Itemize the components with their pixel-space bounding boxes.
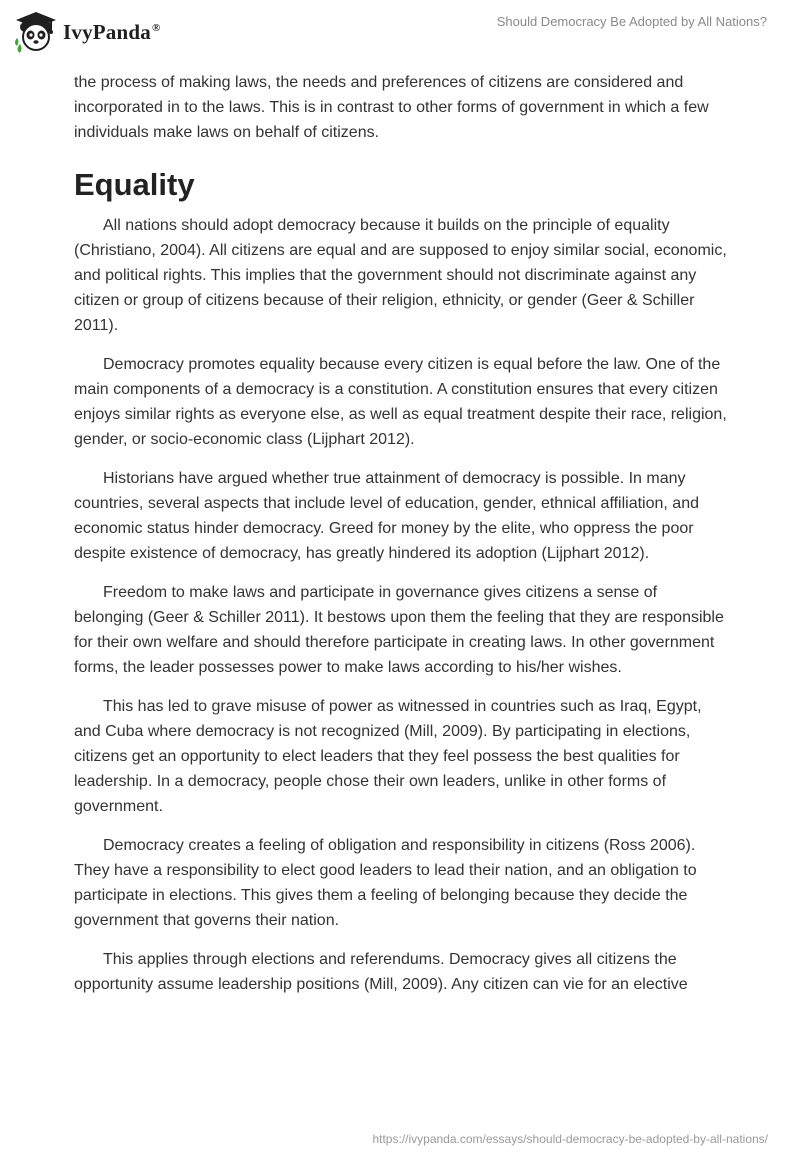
source-url[interactable]: https://ivypanda.com/essays/should-democracy-be-adopted-by-all-nations/ [372,1132,768,1146]
body-paragraph: All nations should adopt democracy because it builds on the principle of equality (Christiano, 2004). All citizens are equal and are supposed to enjoy similar social, economic, and political rights. This implies that the government should not discriminate against any citizen or group of citizens because of their religion, ethnicity, or gender (Geer & Schiller 2011). [74,217,727,334]
ivypanda-logo[interactable] [14,10,160,54]
body-paragraph: Democracy promotes equality because every citizen is equal before the law. One of the main components of a democracy is a constitution. A constitution ensures that every citizen enjoys similar rights as everyone else, as well as equal treatment despite their race, religion, gender, or socio-economic class (Lijphart 2012). [74,356,727,448]
section-heading: Equality [74,167,195,202]
document-title: Should Democracy Be Adopted by All Nations? [496,14,767,29]
page-header [0,0,800,64]
panda-graduate-icon [14,10,58,54]
essay-content [74,70,728,997]
intro-paragraph: the process of making laws, the needs and preferences of citizens are considered and incorporated in to the laws. This is in contrast to other forms of government in which a few individuals make laws on behalf of citizens. [74,74,709,141]
logo-wordmark: IvyPanda® [63,19,161,44]
body-paragraph: Democracy creates a feeling of obligation and responsibility in citizens (Ross 2006). They have a responsibility to elect good leaders to lead their nation, and an obligation to participate in elections. This gives them a feeling of belonging because they decide the government that governs their nation. [74,837,697,929]
body-paragraph: Historians have argued whether true attainment of democracy is possible. In many countries, several aspects that include level of education, gender, ethnical affiliation, and economic status hinder democracy. Greed for money by the elite, who oppress the poor despite existence of democracy, has greatly hindered its adoption (Lijphart 2012). [74,470,699,562]
body-paragraph: This has led to grave misuse of power as witnessed in countries such as Iraq, Egypt, and Cuba where democracy is not recognized (Mill, 2009). By participating in elections, citizens get an opportunity to elect leaders that they feel possess the best qualities for leadership. In a democracy, people chose their own leaders, unlike in other forms of government. [74,698,702,815]
body-paragraph: Freedom to make laws and participate in governance gives citizens a sense of belonging (Geer & Schiller 2011). It bestows upon them the feeling that they are responsible for their own welfare and should therefore participate in creating laws. In other government forms, the leader possesses power to make laws according to his/her wishes. [74,584,724,676]
body-paragraph: This applies through elections and referendums. Democracy gives all citizens the opportunity assume leadership positions (Mill, 2009). Any citizen can vie for an elective [74,951,688,993]
